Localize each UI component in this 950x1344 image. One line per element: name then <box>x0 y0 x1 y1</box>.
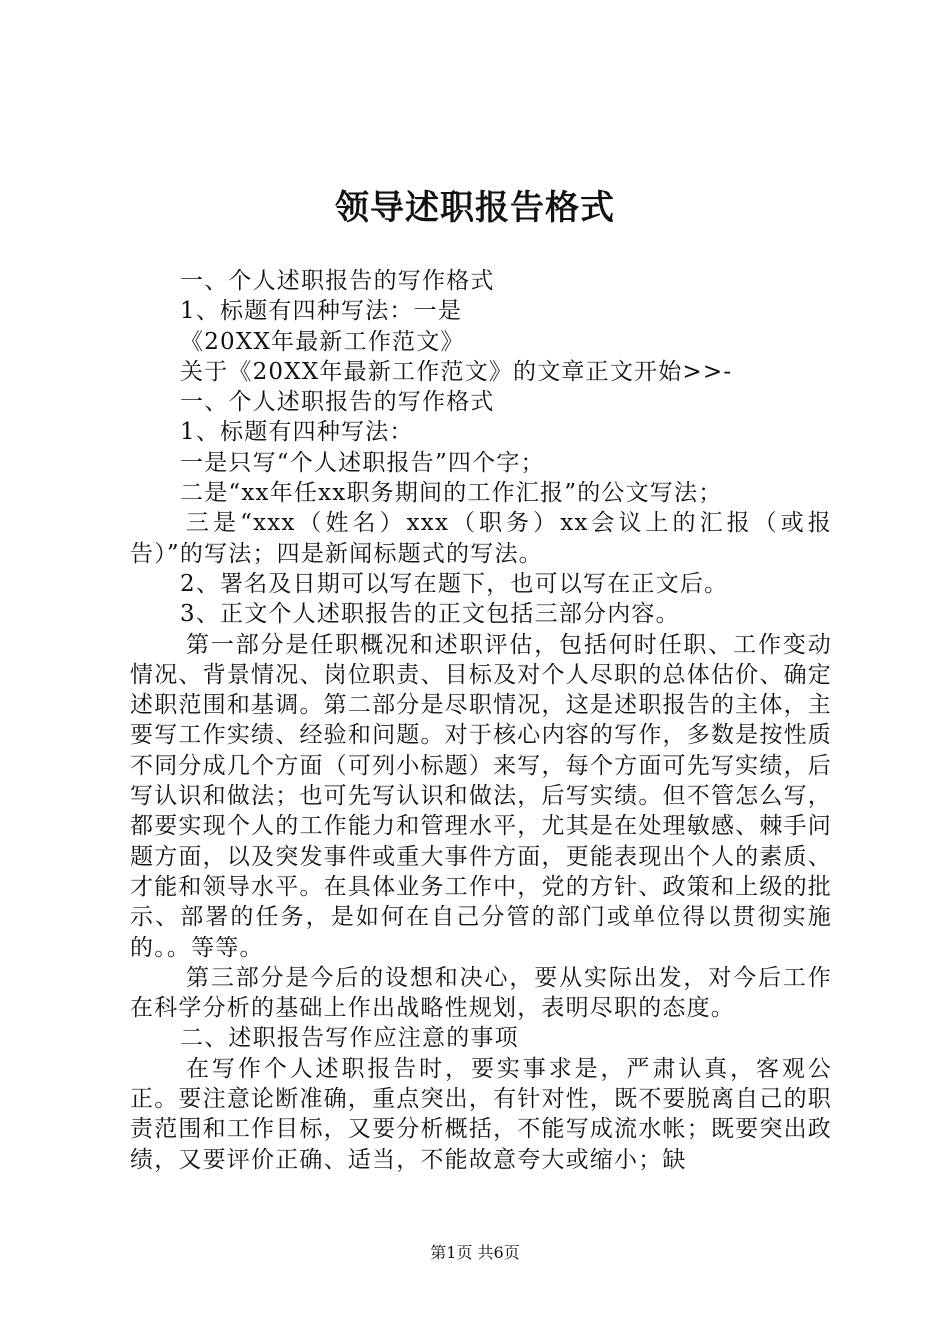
document-title: 领导述职报告格式 <box>335 188 615 228</box>
paragraph: 3、正文个人述职报告的正文包括三部分内容。 <box>180 601 680 628</box>
paragraph: 《20XX年最新工作范文》 <box>180 328 465 355</box>
page-footer: 第1页 共6页 <box>430 1243 520 1262</box>
paragraph: 二是“xx年任xx职务期间的工作汇报”的公文写法； <box>180 480 723 507</box>
document-body <box>130 266 832 1175</box>
paragraph: 三是“xxx（姓名）xxx（职务）xx会议上的汇报（或报告）”的写法；四是新闻标题式的写法。 <box>130 510 832 567</box>
paragraph: 关于《20XX年最新工作范文》的文章正文开始>>- <box>180 358 733 385</box>
paragraph: 在写作个人述职报告时，要实事求是，严肃认真，客观公正。要注意论断准确，重点突出，有针对性，既不要脱离自己的职责范围和工作目标，又要分析概括，不能写成流水帐；既要突出政绩，又要评价正确、适当，不能故意夸大或缩小；缺 <box>130 1055 832 1173</box>
paragraph: 一是只写“个人述职报告”四个字； <box>180 449 545 476</box>
paragraph: 1、标题有四种写法： <box>180 419 414 446</box>
paragraph: 一、个人述职报告的写作格式 <box>180 389 495 416</box>
paragraph: 二、述职报告写作应注意的事项 <box>180 1025 519 1052</box>
paragraph: 2、署名及日期可以写在题下，也可以写在正文后。 <box>180 570 729 597</box>
paragraph: 第一部分是任职概况和述职评估，包括何时任职、工作变动情况、背景情况、岗位职责、目标及对个人尽职的总体估价、确定述职范围和基调。第二部分是尽职情况，这是述职报告的主体，主要写工作实绩、经验和问题。对于核心内容的写作，多数是按性质不同分成几个方面（可列小标题）来写，每个方面可先写实绩，后写认识和做法；也可先写认识和做法，后写实绩。但不管怎么写，都要实现个人的工作能力和管理水平，尤其是在处理敏感、棘手问题方面，以及突发事件或重大事件方面，更能表现出个人的素质、才能和领导水平。在具体业务工作中，党的方针、政策和上级的批示、部署的任务，是如何在自己分管的部门或单位得以贯彻实施的。。等等。 <box>130 631 832 961</box>
paragraph: 1、标题有四种写法：一是 <box>180 298 463 325</box>
paragraph: 一、个人述职报告的写作格式 <box>180 268 495 294</box>
paragraph: 第三部分是今后的设想和决心，要从实际出发，对今后工作在科学分析的基础上作出战略性规划，表明尽职的态度。 <box>130 964 832 1022</box>
